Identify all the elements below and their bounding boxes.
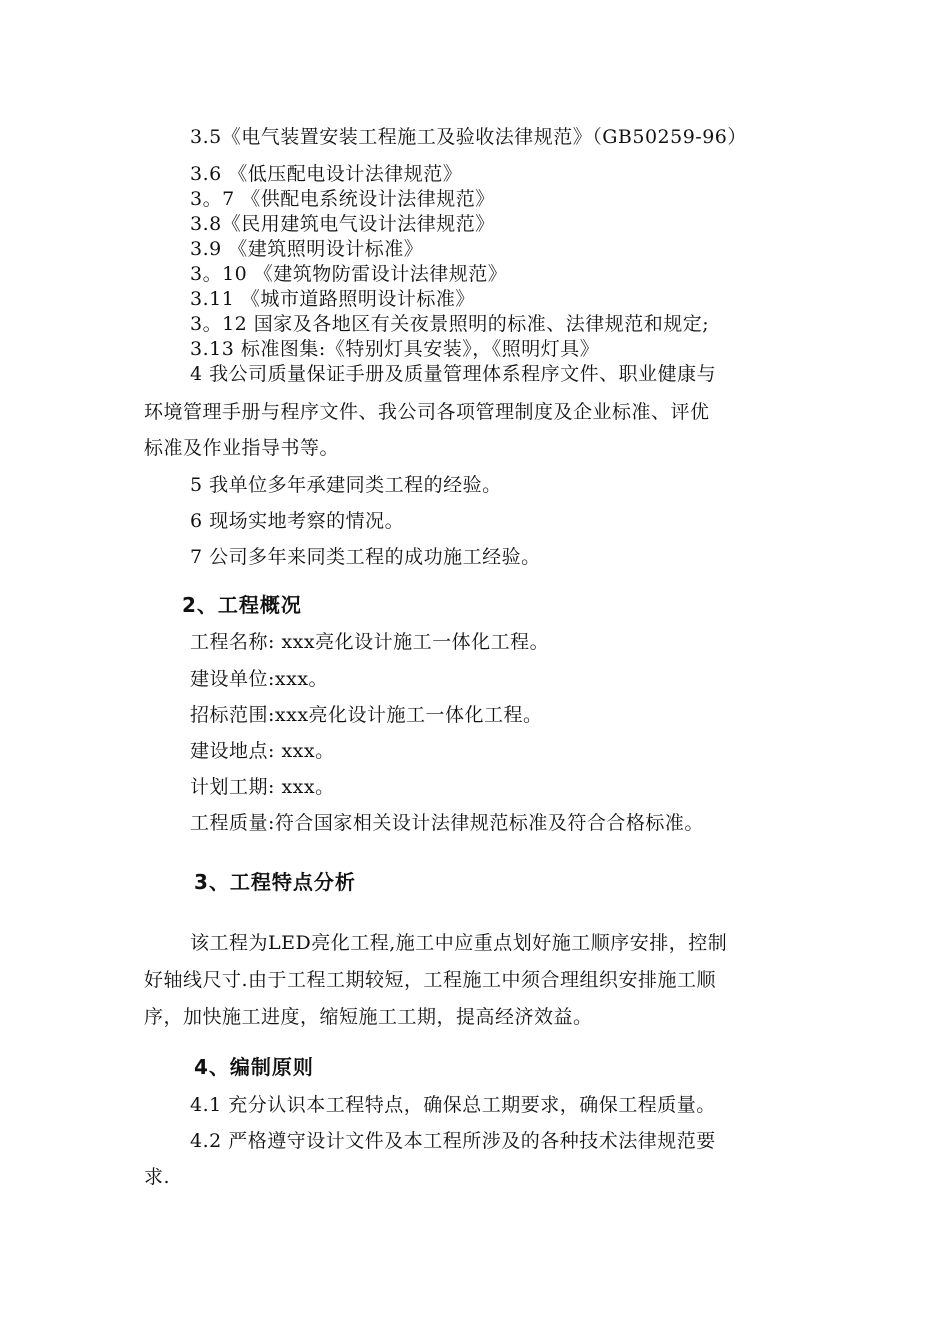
reference-line: 3.6 《低压配电设计法律规范》 (190, 163, 463, 185)
project-field: 建设单位:xxx。 (190, 668, 329, 690)
paragraph-line: 序，加快施工进度，缩短施工工期，提高经济效益。 (144, 1006, 593, 1028)
paragraph-line: 好轴线尺寸.由于工程工期较短，工程施工中须合理组织安排施工顺 (144, 969, 717, 991)
principle-item: 求. (144, 1166, 171, 1188)
project-field: 工程质量:符合国家相关设计法律规范标准及符合合格标准。 (190, 812, 704, 834)
project-field: 招标范围:xxx亮化设计施工一体化工程。 (190, 704, 543, 726)
reference-line: 3.11 《城市道路照明设计标准》 (190, 288, 475, 310)
section-heading: 3、工程特点分析 (194, 870, 356, 894)
section-heading: 4、编制原则 (194, 1055, 314, 1079)
project-field: 工程名称: xxx亮化设计施工一体化工程。 (190, 631, 550, 653)
reference-line: 3。10 《建筑物防雷设计法律规范》 (190, 263, 508, 285)
reference-line: 3.9 《建筑照明设计标准》 (190, 238, 424, 260)
reference-line: 3.8《民用建筑电气设计法律规范》 (190, 213, 495, 235)
reference-line: 3。12 国家及各地区有关夜景照明的标准、法律规范和规定; (190, 313, 710, 335)
basis-item-4-line: 4 我公司质量保证手册及质量管理体系程序文件、职业健康与 (190, 363, 717, 385)
basis-item-7: 7 公司多年来同类工程的成功施工经验。 (190, 546, 541, 568)
principle-item: 4.1 充分认识本工程特点，确保总工期要求，确保工程质量。 (190, 1094, 716, 1116)
reference-line: 3.5《电气装置安装工程施工及验收法律规范》（GB50259-96） (190, 126, 747, 148)
principle-item: 4.2 严格遵守设计文件及本工程所涉及的各种技术法律规范要 (190, 1130, 716, 1152)
basis-item-4-line: 标准及作业指导书等。 (144, 437, 340, 459)
basis-item-6: 6 现场实地考察的情况。 (190, 510, 405, 532)
basis-item-5: 5 我单位多年承建同类工程的经验。 (190, 474, 502, 496)
basis-item-4-line: 环境管理手册与程序文件、我公司各项管理制度及企业标准、评优 (144, 401, 710, 423)
project-field: 计划工期: xxx。 (190, 776, 335, 798)
reference-line: 3.13 标准图集:《特别灯具安装》，《照明灯具》 (190, 338, 600, 360)
project-field: 建设地点: xxx。 (190, 740, 335, 762)
paragraph-line: 该工程为LED亮化工程,施工中应重点划好施工顺序安排，控制 (190, 932, 728, 954)
reference-line: 3。7 《供配电系统设计法律规范》 (190, 188, 495, 210)
section-heading: 2、工程概况 (182, 593, 302, 617)
